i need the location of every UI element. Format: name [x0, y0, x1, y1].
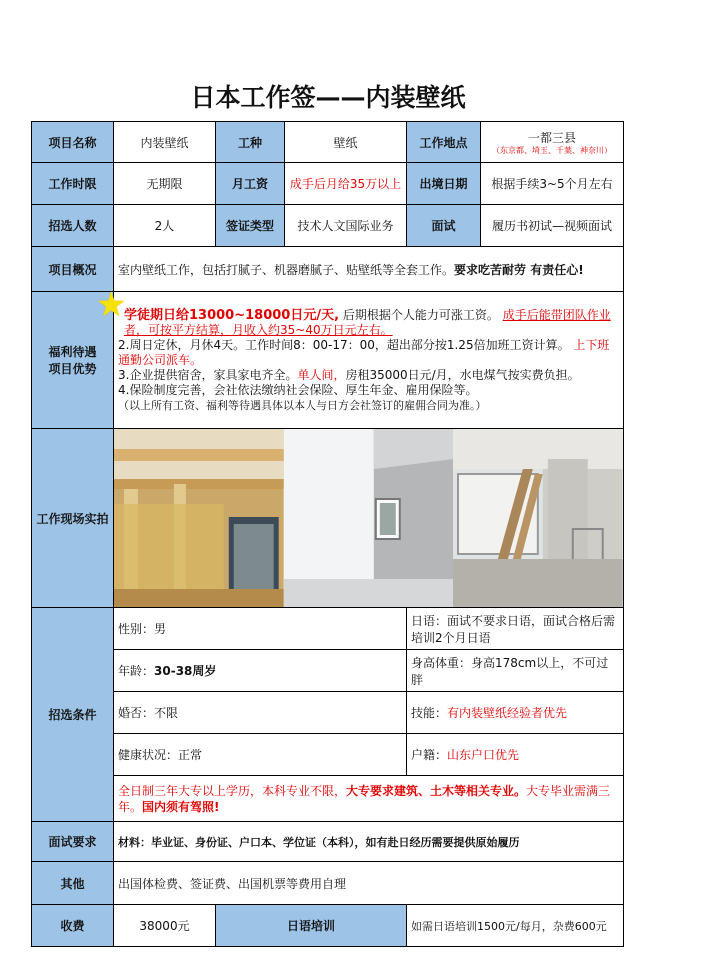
cond-health-value: 正常 — [178, 748, 203, 762]
value-work-location — [481, 122, 624, 163]
table-row — [32, 822, 624, 862]
overview-emphasis: 要求吃苦耐劳 有责任心! — [454, 262, 584, 277]
location-main: 一都三县 — [527, 130, 576, 145]
table-row — [32, 205, 624, 247]
site-photo-wallpaper — [284, 429, 454, 607]
cond-edu-d: 国内须有驾照! — [142, 799, 220, 814]
cond-marriage-value: 不限 — [154, 706, 179, 720]
job-info-table — [31, 121, 624, 947]
table-row — [32, 122, 624, 163]
cond-marriage — [114, 692, 407, 734]
label-visa-type: 签证类型 — [216, 205, 285, 247]
site-photos — [114, 429, 624, 608]
value-headcount: 2人 — [114, 205, 216, 247]
table-row — [32, 608, 624, 650]
cond-gender-label: 性别： — [118, 622, 155, 636]
label-interview-req: 面试要求 — [32, 822, 114, 862]
label-project-name: 项目名称 — [32, 122, 114, 163]
table-row — [32, 692, 624, 734]
value-benefits — [96, 285, 624, 429]
value-departure-date: 根据手续3~5个月左右 — [481, 163, 624, 205]
label-headcount: 招选人数 — [32, 205, 114, 247]
value-work-period: 无期限 — [114, 163, 216, 205]
cond-skill-value: 有内装壁纸经验者优先 — [447, 706, 568, 720]
cond-skill-label: 技能： — [411, 706, 448, 720]
cond-hukou-label: 户籍： — [411, 748, 448, 762]
label-work-location: 工作地点 — [407, 122, 481, 163]
benefit-apprentice-pay: 学徒期日给13000~18000日元/天, — [124, 307, 340, 323]
table-row — [32, 734, 624, 776]
table-row — [32, 163, 624, 205]
cond-body-value: 身高178cm以上，不可过胖 — [411, 655, 609, 687]
star-icon: ★ — [96, 285, 127, 325]
cond-japanese — [407, 608, 624, 650]
value-monthly-salary: 成手后月给35万以上 — [285, 163, 407, 205]
cond-marriage-label: 婚否： — [118, 706, 155, 720]
label-interview: 面试 — [407, 205, 481, 247]
value-job-type: 壁纸 — [285, 122, 407, 163]
cond-education — [114, 776, 624, 822]
cond-body-label: 身高体重： — [411, 655, 472, 670]
cond-hukou — [407, 734, 624, 776]
location-sub: （东京都、埼玉、千葉、神奈川） — [492, 145, 612, 155]
site-photo-framing — [114, 429, 284, 607]
overview-text: 室内壁纸工作，包括打腻子、机器磨腻子、贴壁纸等全套工作。 — [118, 262, 455, 277]
cond-edu-a: 全日制三年大专以上学历，本科专业不限， — [118, 783, 347, 798]
value-interview: 履历书初试—视频面试 — [481, 205, 624, 247]
site-photo-room — [453, 429, 623, 607]
cond-health-label: 健康状况： — [118, 748, 179, 762]
table-row — [32, 650, 624, 692]
benefit-note: （以上所有工资、福利等待遇具体以本人与日方会社签订的雇佣合同为准。） — [118, 398, 487, 412]
cond-edu-b: 大专要求建筑、土木等相关专业。 — [346, 783, 527, 798]
benefits-header-1: 福利待遇 — [48, 345, 97, 359]
benefit-single-room: 单人间， — [297, 367, 346, 382]
cond-edu-c: 大专毕业需满三年。 — [118, 783, 611, 814]
table-row — [32, 429, 624, 608]
label-overview: 项目概况 — [32, 247, 114, 292]
value-visa-type: 技术人文国际业务 — [285, 205, 407, 247]
cond-health — [114, 734, 407, 776]
cond-age-value: 30-38周岁 — [154, 664, 217, 678]
benefit-team-lead: 成手后能带团队作业者，可按平方结算，月收入约35~40万日元左右。 — [124, 307, 611, 337]
table-row — [32, 905, 624, 947]
benefits-header-2: 项目优势 — [48, 362, 97, 376]
label-monthly-salary: 月工资 — [216, 163, 285, 205]
cond-skill — [407, 692, 624, 734]
value-other: 出国体检费、签证费、出国机票等费用自理 — [114, 862, 624, 905]
cond-japanese-label: 日语： — [411, 613, 448, 628]
cond-age-label: 年龄： — [118, 664, 155, 678]
benefit-schedule: 2.周日定休，月休4天。工作时间8：00-17：00，超出部分按1.25倍加班工资计算。 — [118, 337, 570, 352]
label-site-photos: 工作现场实拍 — [32, 429, 114, 608]
benefit-raise: 后期根据个人能力可涨工资。 — [342, 307, 499, 322]
label-work-period: 工作时限 — [32, 163, 114, 205]
value-interview-req: 材料：毕业证、身份证、户口本、学位证（本科），如有赴日经历需要提供原始履历 — [114, 822, 624, 862]
label-fee: 收费 — [32, 905, 114, 947]
label-conditions: 招选条件 — [32, 608, 114, 822]
label-other: 其他 — [32, 862, 114, 905]
cond-japanese-value: 面试不要求日语，面试合格后需培训2个月日语 — [411, 613, 616, 645]
page-title: 日本工作签——内装壁纸 — [190, 83, 466, 112]
benefit-dorm: 3.企业提供宿舍，家具家电齐全。 — [118, 367, 298, 382]
table-row — [32, 776, 624, 822]
cond-gender-value: 男 — [154, 622, 167, 636]
label-job-type: 工种 — [216, 122, 285, 163]
table-row — [32, 862, 624, 905]
value-project-name: 内装壁纸 — [114, 122, 216, 163]
value-overview — [114, 247, 624, 292]
benefit-commute: 上下班通勤公司派车。 — [118, 337, 610, 367]
label-japanese-training: 日语培训 — [216, 905, 407, 947]
value-japanese-training: 如需日语培训1500元/每月，杂费600元 — [407, 905, 624, 947]
cond-gender — [114, 608, 407, 650]
table-row — [32, 292, 624, 429]
value-fee: 38000元 — [114, 905, 216, 947]
cond-hukou-value: 山东户口优先 — [447, 748, 520, 762]
benefit-insurance: 4.保险制度完善，会社依法缴纳社会保险、厚生年金、雇用保险等。 — [118, 382, 478, 397]
benefit-rent: 房租35000日元/月，水电煤气按实费负担。 — [345, 367, 580, 382]
cond-age — [114, 650, 407, 692]
cond-body — [407, 650, 624, 692]
label-departure-date: 出境日期 — [407, 163, 481, 205]
